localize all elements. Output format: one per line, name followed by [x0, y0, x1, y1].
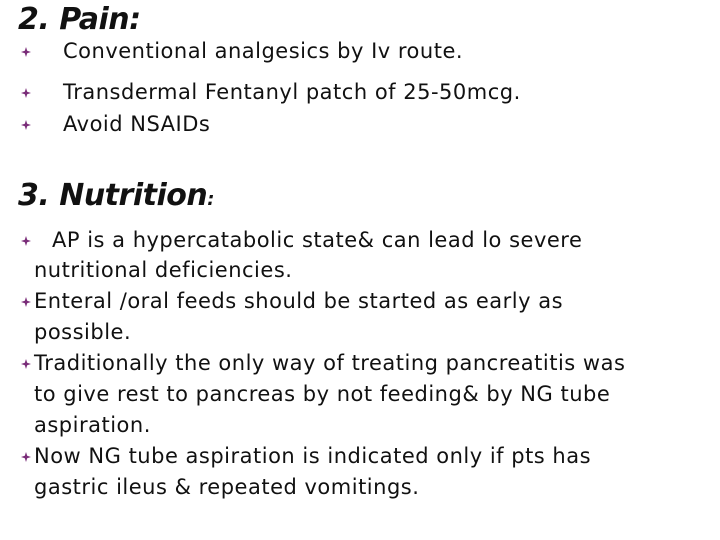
pain-heading: [18, 2, 141, 37]
diamond-bullet-icon: [21, 236, 31, 246]
nutrition-line: nutritional deficiencies.: [34, 258, 293, 282]
diamond-bullet-icon: [21, 88, 31, 98]
diamond-bullet-icon: [21, 452, 31, 462]
diamond-bullet-icon: [21, 297, 31, 307]
nutrition-line: Traditionally the only way of treating pancreatitis was: [34, 351, 626, 375]
diamond-bullet-icon: [21, 359, 31, 369]
pain-item: Avoid NSAIDs: [63, 112, 211, 136]
nutrition-line: AP is a hypercatabolic state& can lead lo severe: [52, 228, 583, 252]
nutrition-heading-colon: :: [207, 189, 214, 210]
pain-item: Transdermal Fentanyl patch of 25-50mcg.: [63, 80, 521, 104]
nutrition-line: gastric ileus & repeated vomitings.: [34, 475, 420, 499]
pain-heading-text: 2. Pain:: [18, 2, 141, 37]
nutrition-line: possible.: [34, 320, 132, 344]
nutrition-line: to give rest to pancreas by not feeding& by NG tube: [34, 382, 611, 406]
nutrition-line: Now NG tube aspiration is indicated only if pts has: [34, 444, 592, 468]
nutrition-heading-text: 3. Nutrition: [18, 178, 208, 213]
pain-item: Conventional analgesics by Iv route.: [63, 39, 464, 63]
nutrition-line: aspiration.: [34, 413, 151, 437]
nutrition-heading: [18, 178, 214, 213]
nutrition-line: Enteral /oral feeds should be started as early as: [34, 289, 564, 313]
diamond-bullet-icon: [21, 47, 31, 57]
diamond-bullet-icon: [21, 120, 31, 130]
